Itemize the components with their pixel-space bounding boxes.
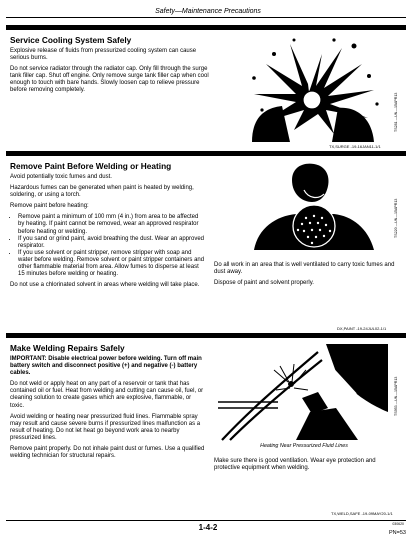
page-number: 1-4-2 <box>198 523 218 532</box>
paragraph: Hazardous fumes can be generated when paint is heated by welding, soldering, or using a torch. <box>10 185 194 199</box>
important-note: IMPORTANT: Disable electrical power before welding. Turn off main battery switch and disconnect positive (+) and negative (-) battery cables. <box>10 356 202 377</box>
toxic-fumes-illustration <box>234 160 384 250</box>
paragraph: Do not service radiator through the radiator cap. Only fill through the surge tank filler cap. Shut off engine. Only remove surge tank filler cap when cool enough to touch with bare hands. Slowly loosen cap to relieve pressure before removing completely. <box>10 66 209 94</box>
section-title: Service Cooling System Safely <box>10 35 132 45</box>
reference-code: DX,PAINT -19-24JUL02-1/1 <box>337 326 387 331</box>
section-body <box>10 48 210 99</box>
paragraph: Explosive release of fluids from pressurized cooling system can cause serious burns. <box>10 48 197 62</box>
footer-rule <box>6 520 406 521</box>
paragraph: Remove paint properly. Do not inhale paint dust or fumes. Use a qualified welding technician for structural repairs. <box>10 446 205 460</box>
figure-caption: Heating Near Pressurized Fluid Lines <box>260 443 348 449</box>
paragraph: Dispose of paint and solvent properly. <box>214 280 314 287</box>
paragraph: Do not use a chlorinated solvent in areas where welding will take place. <box>10 282 200 289</box>
image-ref: TS220 —UN—15APR13 <box>394 198 398 238</box>
date-code: 030620 <box>392 522 404 526</box>
list-item: • Remove paint a minimum of 100 mm (4 in.) from area to be affected by heating. If paint cannot be removed, wear an approved respirator before heating or welding. <box>18 214 206 235</box>
section-title: Make Welding Repairs Safely <box>10 343 125 353</box>
section-welding-repairs <box>6 333 406 519</box>
list-item: • If you use solvent or paint stripper, remove stripper with soap and water before welding. Remove solvent or paint stripper containers and other flammable material from area. Allow fumes to disperse at least 15 minutes before welding or heating. <box>18 250 206 278</box>
section-body <box>10 356 206 464</box>
section-bar <box>6 152 406 156</box>
welding-near-lines-illustration <box>218 342 388 442</box>
paragraph: Avoid welding or heating near pressurized fluid lines. Flammable spray may result and cause severe burns if pressurized lines malfunction as a result of heating. Do not let heat go beyond work area to nearby pressurized lines. <box>10 413 201 441</box>
paragraph: Do not weld or apply heat on any part of a reservoir or tank that has contained oil or fuel. Heat from welding and cutting can cause oil, fuel, or cleaning solution to create gases which are explosive, flammable, or toxic. <box>10 381 204 409</box>
explosion-burn-illustration <box>234 34 384 142</box>
paragraph: Do all work in an area that is well ventilated to carry toxic fumes and dust away. <box>214 262 395 276</box>
reference-code: TX,WELD,SAFE -19-09MAY20-1/1 <box>331 511 393 516</box>
paragraph: Make sure there is good ventilation. Wear eye protection and protective equipment when welding. <box>214 458 376 472</box>
header-title: Safety—Maintenance Precautions <box>155 8 261 15</box>
page-header <box>0 0 416 18</box>
bullet-list <box>10 214 206 278</box>
reference-code: TX,SURGE -19-16JAN11-1/1 <box>329 144 381 149</box>
pn-label: PN=53 <box>389 530 406 536</box>
paragraph: Avoid potentially toxic fumes and dust. <box>10 174 112 180</box>
image-ref: TS281 —UN—15APR13 <box>394 92 398 132</box>
section-right-body <box>214 458 400 476</box>
section-bar <box>6 334 406 338</box>
list-item: • If you sand or grind paint, avoid breathing the dust. Wear an approved respirator. <box>18 236 206 250</box>
section-remove-paint <box>6 151 406 333</box>
header-rule <box>6 17 406 18</box>
section-right-body <box>214 262 400 291</box>
section-bar <box>6 26 406 30</box>
section-title: Remove Paint Before Welding or Heating <box>10 161 172 171</box>
image-ref: TS953 —UN—15APR13 <box>394 376 398 416</box>
section-cooling-system <box>6 25 406 151</box>
section-body <box>10 174 206 293</box>
paragraph: Remove paint before heating: <box>10 203 89 210</box>
